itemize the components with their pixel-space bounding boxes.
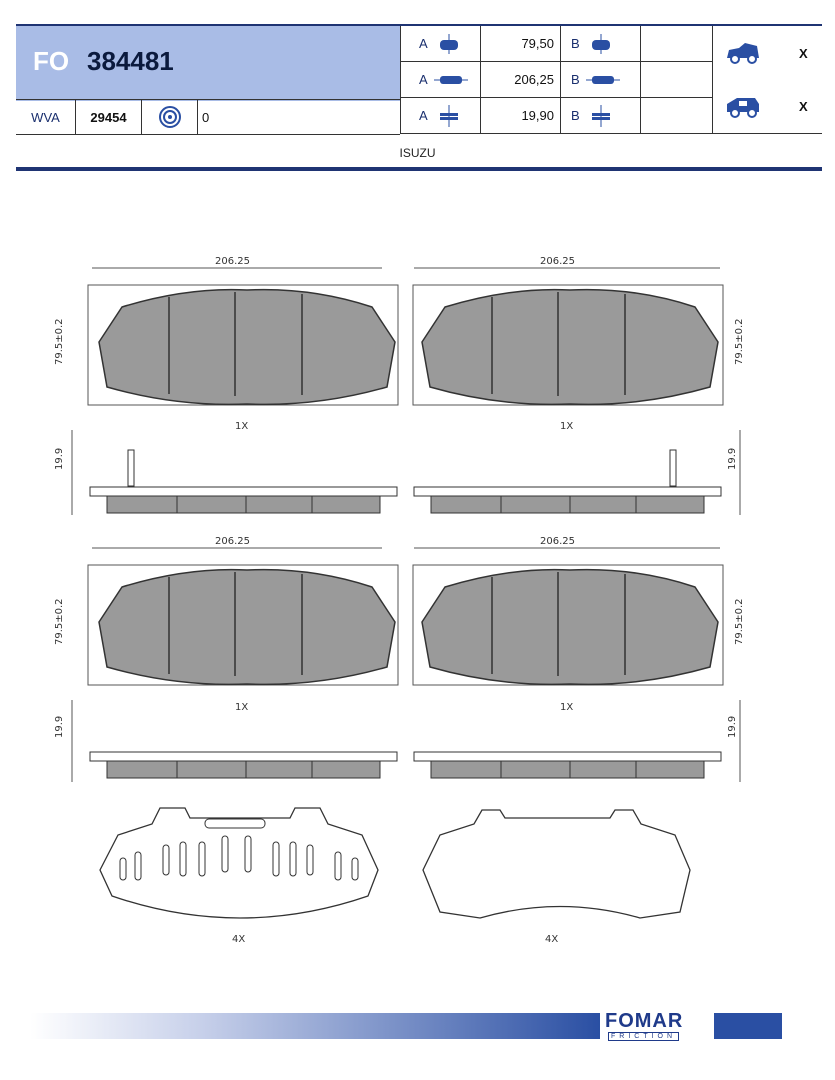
pad-qty-label: 1X	[235, 702, 249, 713]
pad-thickness-icon	[436, 105, 462, 127]
car-front-axle-icon	[725, 40, 761, 66]
vehicle-make: ISUZU	[399, 146, 436, 160]
dim-a-row2	[400, 62, 480, 98]
thickness-dim-label: 19.9	[727, 715, 738, 738]
pad-height-icon	[588, 34, 614, 54]
dim-b-value	[640, 98, 712, 134]
b-label: B	[571, 108, 580, 123]
width-dim-label: 206.25	[215, 256, 250, 267]
height-dim-label: 79.5±0.2	[734, 318, 745, 365]
spec-header	[16, 22, 822, 134]
thickness-dim-label: 19.9	[54, 447, 65, 470]
width-dim-label: 206.25	[215, 536, 250, 547]
wear-indicator-count: 0	[202, 109, 210, 125]
pad-qty-label: 1X	[560, 421, 574, 432]
width-dim-label: 206.25	[540, 536, 575, 547]
thickness-dim-label: 19.9	[727, 447, 738, 470]
a-label: A	[419, 108, 428, 123]
pad-height-icon	[436, 34, 462, 54]
dim-a-row1	[400, 26, 480, 62]
front-axle-cell	[712, 26, 822, 80]
pad-outline	[54, 536, 398, 713]
front-axle-mark: X	[799, 45, 808, 61]
pad-outline	[413, 536, 745, 713]
pad-outline	[54, 256, 398, 432]
side-view	[414, 700, 740, 782]
dim-b-row3	[560, 98, 640, 134]
width-dim-label: 206.25	[540, 256, 575, 267]
brand-logo-block	[714, 1013, 782, 1039]
a-label: A	[419, 72, 428, 87]
side-view	[54, 700, 397, 782]
a-label: A	[419, 36, 428, 51]
technical-drawing	[0, 180, 835, 980]
wear-indicator-icon	[142, 100, 198, 134]
thickness-dim-label: 19.9	[54, 715, 65, 738]
shim-plain	[423, 810, 690, 945]
pad-width-icon	[586, 70, 620, 90]
pad-outline	[413, 256, 745, 432]
height-dim-label: 79.5±0.2	[54, 318, 65, 365]
dim-a-value: 206,25	[480, 62, 560, 98]
rear-axle-mark: X	[799, 99, 808, 114]
height-dim-label: 79.5±0.2	[54, 598, 65, 645]
brand-logo: FOMAR	[605, 1010, 684, 1032]
brand-prefix: FO	[33, 46, 70, 76]
pad-width-icon	[434, 70, 468, 90]
dim-b-row2	[560, 62, 640, 98]
dim-b-value	[640, 62, 712, 98]
shim-qty-label: 4X	[545, 934, 559, 945]
dim-b-row1	[560, 26, 640, 62]
side-view	[414, 430, 740, 515]
wva-label: WVA	[16, 100, 76, 134]
dim-a-value: 19,90	[480, 98, 560, 134]
height-dim-label: 79.5±0.2	[734, 598, 745, 645]
dim-a-value: 79,50	[480, 26, 560, 62]
side-view	[54, 430, 397, 515]
rear-axle-cell	[712, 80, 822, 134]
b-label: B	[571, 36, 580, 51]
part-number: 384481	[87, 46, 174, 76]
dim-a-row3	[400, 98, 480, 134]
footer-gradient-bar	[30, 1013, 600, 1039]
brand-logo-sub: FRICTION	[608, 1032, 679, 1041]
pad-qty-label: 1X	[560, 702, 574, 713]
pad-thickness-icon	[588, 105, 614, 127]
car-rear-axle-icon	[725, 94, 761, 120]
b-label: B	[571, 72, 580, 87]
shim-slotted	[100, 808, 378, 945]
wva-number: 29454	[76, 100, 142, 134]
dimension-grid	[400, 24, 822, 134]
shim-qty-label: 4X	[232, 934, 246, 945]
dim-b-value	[640, 26, 712, 62]
header-divider	[16, 167, 822, 171]
wva-row	[16, 99, 400, 135]
part-code-cell	[16, 24, 400, 101]
pad-qty-label: 1X	[235, 421, 249, 432]
